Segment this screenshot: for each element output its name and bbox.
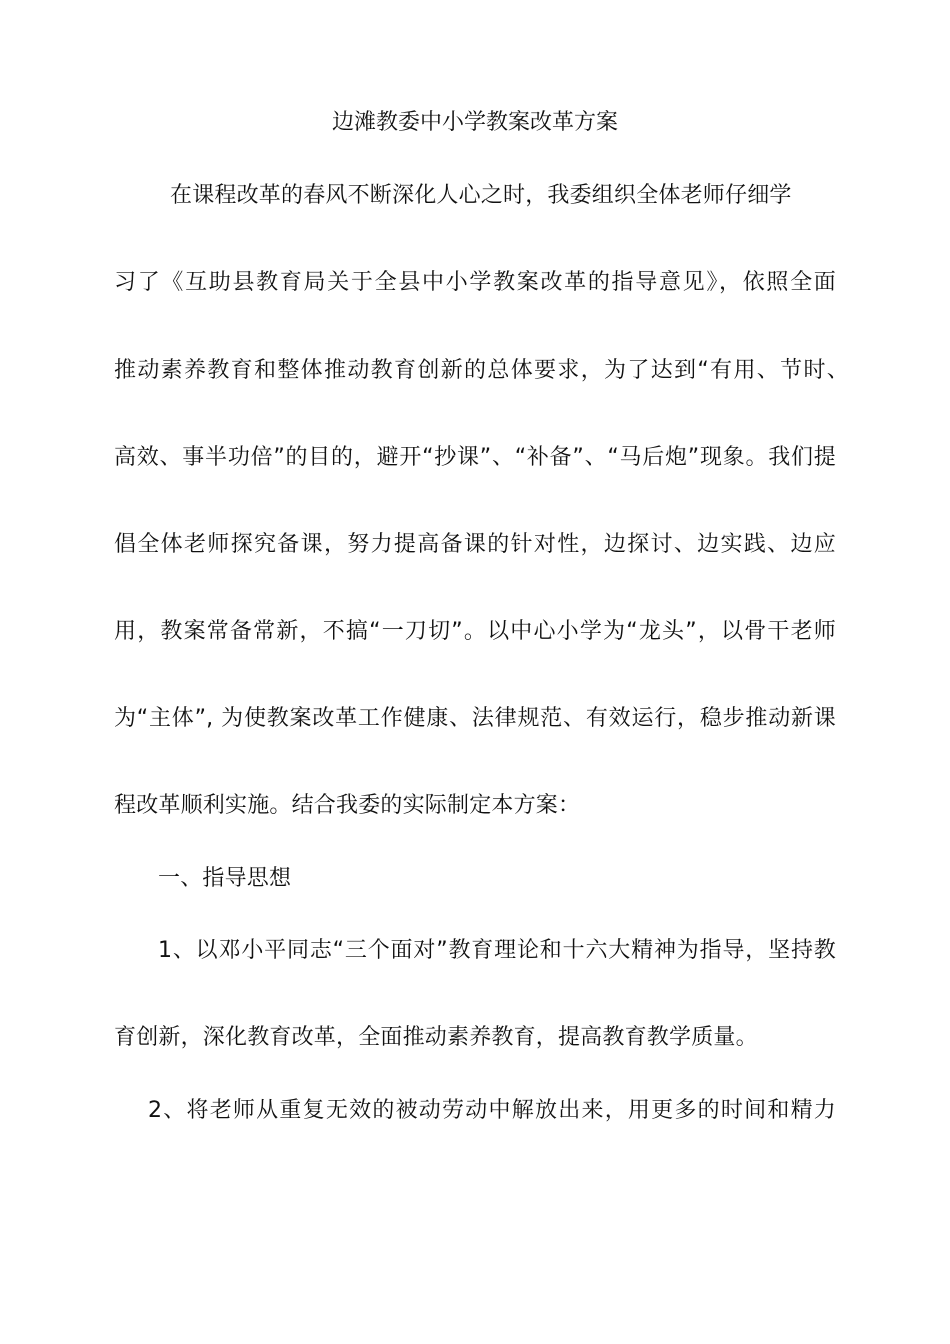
intro-line-2: 习了《互助县教育局关于全县中小学教案改革的指导意见》，依照全面 [114,270,836,295]
item-2-line-1: 2、将老师从重复无效的被动劳动中解放出来，用更多的时间和精力 [148,1098,836,1123]
item-1-line-2: 育创新，深化教育改革，全面推动素养教育，提高教育教学质量。 [114,1025,758,1050]
item-1-line-1: 1、以邓小平同志“三个面对”教育理论和十六大精神为指导，坚持教 [158,938,836,963]
document-title: 边滩教委中小学教案改革方案 [331,110,618,135]
intro-line-3: 推动素养教育和整体推动教育创新的总体要求，为了达到“有用、节时、 [114,358,849,383]
section-heading-guiding-ideology: 一、指导思想 [158,866,292,891]
intro-line-6: 用，教案常备常新，不搞“一刀切”。以中心小学为“龙头”，以骨干老师 [114,619,836,644]
intro-line-7: 为“主体”, 为使教案改革工作健康、法律规范、有效运行，稳步推动新课 [114,706,836,731]
intro-line-5: 倡全体老师探究备课，努力提高备课的针对性，边探讨、边实践、边应 [114,532,836,557]
intro-line-1: 在课程改革的春风不断深化人心之时，我委组织全体老师仔细学 [170,183,792,208]
intro-line-4: 高效、事半功倍”的目的，避开“抄课”、“补备”、“马后炮”现象。我们提 [114,445,836,470]
intro-line-8: 程改革顺利实施。结合我委的实际制定本方案： [114,793,581,818]
